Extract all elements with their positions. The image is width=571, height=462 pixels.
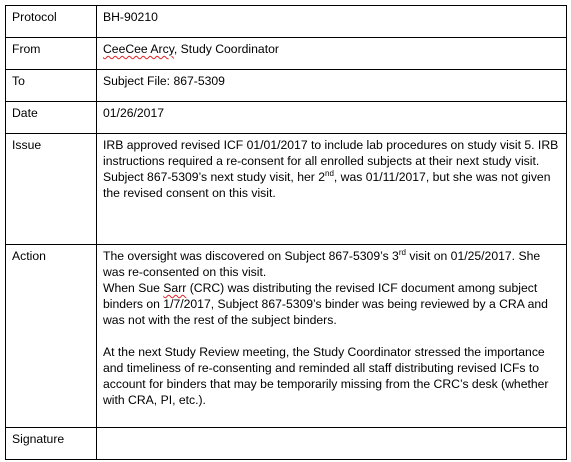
from-name: CeeCee Arcy — [103, 42, 174, 56]
date-label: Date — [6, 102, 97, 134]
issue-text — [97, 134, 567, 245]
action-p2-part1: When Sue — [103, 281, 164, 295]
to-row — [6, 70, 567, 102]
action-p1-part2: visit on 01/25/2017. She was re-consented on this visit. — [103, 249, 541, 279]
issue-text-part1: IRB approved revised ICF 01/01/2017 to include lab procedures on study visit 5. IRB instructions required a re-consent for all enrolled subjects at their next study visit. Subject 867-5309’s next study visit, her 2 — [103, 138, 559, 184]
protocol-label: Protocol — [6, 6, 97, 38]
date-row — [6, 102, 567, 134]
protocol-value: BH-90210 — [97, 6, 567, 38]
action-label: Action — [6, 245, 97, 428]
signature-label: Signature — [6, 428, 97, 460]
action-paragraph-3: At the next Study Review meeting, the Study Coordinator stressed the importance and timeliness of re-consenting and reminded all staff distributing revised ICFs to account for binders that may be temporarily missing from the CRC’s desk (whether with CRA, PI, etc.). — [103, 345, 549, 407]
action-p2-part2: (CRC) was distributing the revised ICF document among subject binders on 1/7/2017, Subject 867-5309’s binder was being reviewed by a CRA and was not with the rest of the subject binders. — [103, 281, 548, 327]
to-label: To — [6, 70, 97, 102]
action-p1-superscript: rd — [398, 247, 406, 257]
action-p1-part1: The oversight was discovered on Subject 867-5309’s 3 — [103, 249, 399, 263]
from-label: From — [6, 38, 97, 70]
protocol-row — [6, 6, 567, 38]
action-row — [6, 245, 567, 428]
issue-text-part2: , was 01/11/2017, but she was not given the revised consent on this visit. — [103, 170, 551, 200]
memo-to-file-table — [5, 5, 567, 460]
from-value — [97, 38, 567, 70]
action-p2-name: Sarr — [163, 281, 187, 295]
issue-row — [6, 134, 567, 245]
from-row — [6, 38, 567, 70]
signature-row — [6, 428, 567, 460]
to-value: Subject File: 867-5309 — [97, 70, 567, 102]
action-paragraph-1 — [103, 248, 560, 280]
paragraph-gap — [103, 328, 560, 344]
action-text — [97, 245, 567, 428]
from-role: , Study Coordinator — [173, 42, 279, 56]
issue-label: Issue — [6, 134, 97, 245]
date-value: 01/26/2017 — [97, 102, 567, 134]
action-paragraph-2 — [103, 280, 560, 328]
issue-superscript: nd — [325, 168, 334, 178]
signature-field[interactable] — [97, 428, 567, 460]
